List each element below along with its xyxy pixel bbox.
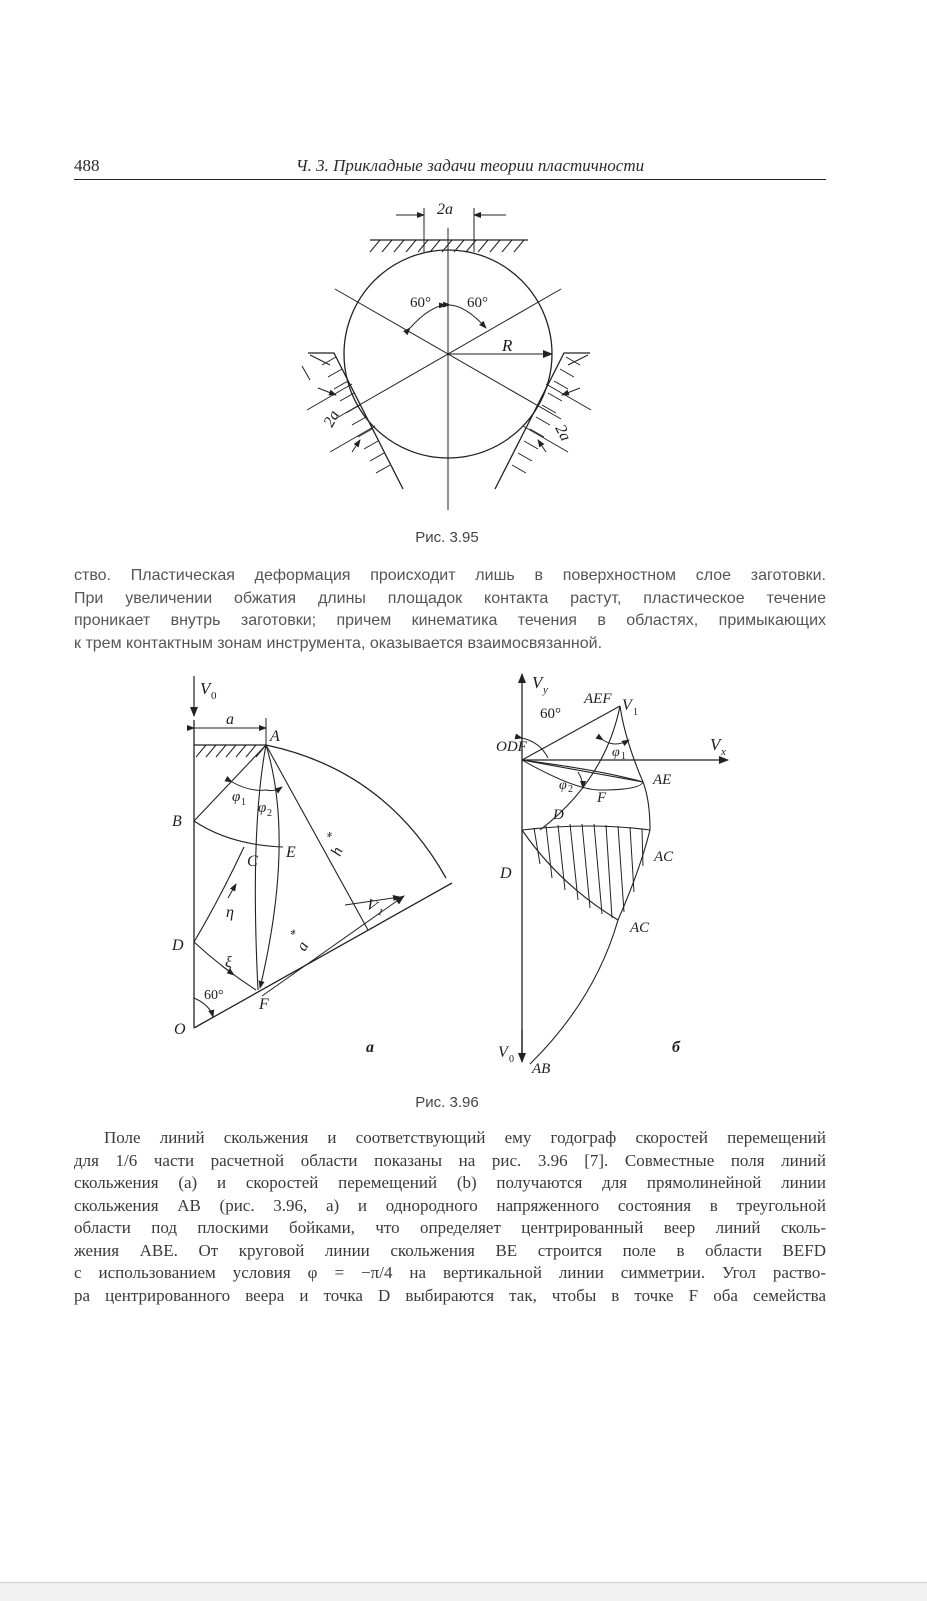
fig96b-label-d-inner: D (553, 807, 564, 823)
fig95-label-angle-left: 60° (410, 295, 431, 311)
fig95-label-angle-right: 60° (467, 295, 488, 311)
paragraph-1-line: ство. Пластическая деформация происходит лишь в поверхностном слое заготовки. (74, 567, 826, 584)
paragraph-2-line: скольжения (a) и скоростей перемещений (b) получаются для прямолинейной линии (74, 1173, 826, 1192)
fig96b-label-aef: AEF (584, 691, 612, 707)
fig96b-label-vy-sub: y (543, 684, 548, 696)
paragraph-2-line: для 1/6 части расчетной области показаны на рис. 3.96 [7]. Совместные поля линий (74, 1150, 826, 1170)
fig96b-drawing (522, 674, 728, 1064)
fig96a-label-phi2: φ (258, 800, 267, 816)
fig96b-label-ac-1: AC (654, 849, 674, 865)
fig96a-label-D: D (172, 937, 184, 954)
fig96b-label-d: D (500, 865, 512, 882)
paragraph-2-line: Поле линий скольжения и соответствующий ему годограф скоростей перемещений (104, 1128, 826, 1147)
fig96a-label-E: E (286, 844, 296, 861)
fig96b-label-f: F (597, 790, 607, 806)
fig96a-label-phi1-sub: 1 (241, 797, 246, 808)
fig96a-label-h-star: * (322, 829, 340, 842)
fig96b-label-ac-2: AC (630, 920, 650, 936)
fig96a-label-v0: V (200, 679, 211, 698)
fig96a-label-F: F (259, 996, 269, 1013)
fig96a-label-phi1: φ (232, 789, 241, 805)
fig96a-label-phi2-sub: 2 (267, 808, 272, 819)
fig95-label-left-width: 2a (320, 407, 344, 430)
fig96b-label-phi1-sub: 1 (621, 751, 626, 762)
fig96b-label-phi2: φ (559, 778, 567, 793)
fig96b-label-ae: AE (653, 772, 672, 788)
paragraph-2 (74, 1127, 826, 1307)
figure-3-96 (0, 668, 927, 1088)
fig96a-sublabel: а (366, 1039, 374, 1056)
left-die-hatch (310, 355, 390, 473)
paragraph-2-line: жения ABE. От круговой линии скольжения BE строится поле в области BEFD (74, 1240, 826, 1260)
fig96a-label-a-star: a (293, 938, 313, 954)
fig96a-label-xi: ξ (225, 954, 232, 971)
fig96b-sublabel: б (672, 1039, 680, 1056)
fig96a-label-O: O (174, 1021, 186, 1038)
fig96b-hatch (534, 824, 643, 918)
fig96b-label-phi1: φ (612, 745, 620, 760)
fig96a-label-v1: V (363, 895, 379, 916)
fig96a-drawing (194, 676, 452, 1028)
fig96b-label-vy: V (532, 673, 543, 692)
fig96a-label-v0-sub: 0 (211, 690, 217, 702)
fig96b-label-phi2-sub: 2 (568, 784, 573, 795)
running-title: Ч. 3. Прикладные задачи теории пластичности (295, 156, 645, 175)
fig96b-label-odf: ODF (496, 739, 527, 755)
paragraph-1-line: проникает внутрь заготовки; причем кинематика течения в областях, примыкающих (74, 612, 826, 629)
scan-bottom-edge (0, 1582, 927, 1601)
fig96b-label-v0: V (498, 1044, 508, 1061)
paragraph-2-line: ра центрированного веера и точка D выбираются так, чтобы в точке F оба семейства (74, 1285, 826, 1305)
paragraph-2-line: скольжения AB (рис. 3.96, a) и однородного напряженного состояния в треугольной (74, 1195, 826, 1215)
fig96b-label-vx: V (710, 735, 721, 754)
running-header (74, 154, 826, 180)
paragraph-1-line: При увеличении обжатия длины площадок контакта растут, пластическое течение (74, 589, 826, 607)
paragraph-1-line: к трем контактным зонам инструмента, оказывается взаимосвязанной. (74, 634, 603, 652)
fig96a-label-h: h (327, 844, 347, 859)
paragraph-2-line: с использованием условия φ = −π/4 на вертикальной линии симметрии. Угол раство- (74, 1263, 826, 1282)
fig95-label-radius: R (502, 336, 513, 355)
figure-3-95 (0, 190, 927, 520)
fig95-label-top-width: 2a (437, 201, 453, 218)
fig96b-label-v1: V (622, 697, 632, 714)
figure-3-96-caption: Рис. 3.96 (415, 1094, 479, 1111)
figure-3-95-caption: Рис. 3.95 (415, 529, 479, 546)
fig96a-label-eta: η (226, 904, 234, 921)
fig96b-label-vx-sub: x (721, 746, 726, 758)
paragraph-1 (74, 565, 826, 655)
fig96a-label-B: B (172, 813, 182, 830)
page-number: 488 (74, 156, 100, 175)
paragraph-2-line: области под плоскими бойками, что определяет центрированный веер линий сколь- (74, 1218, 826, 1237)
fig96b-label-v1-sub: 1 (633, 707, 638, 718)
fig96a-label-v1-sub: 1 (375, 906, 385, 919)
fig96b-label-angle: 60° (540, 706, 561, 722)
fig96a-label-a: a (226, 711, 234, 728)
fig96a-label-a-star-mark: * (286, 926, 303, 940)
fig96a-label-C: C (247, 853, 258, 870)
fig95-label-right-width: 2a (551, 421, 574, 445)
fig96a-label-A: A (270, 728, 280, 745)
header-rule (74, 179, 826, 180)
fig96a-label-angle: 60° (204, 988, 224, 1003)
fig96b-label-v0-sub: 0 (509, 1054, 514, 1065)
fig96b-label-ab: AB (532, 1061, 551, 1077)
